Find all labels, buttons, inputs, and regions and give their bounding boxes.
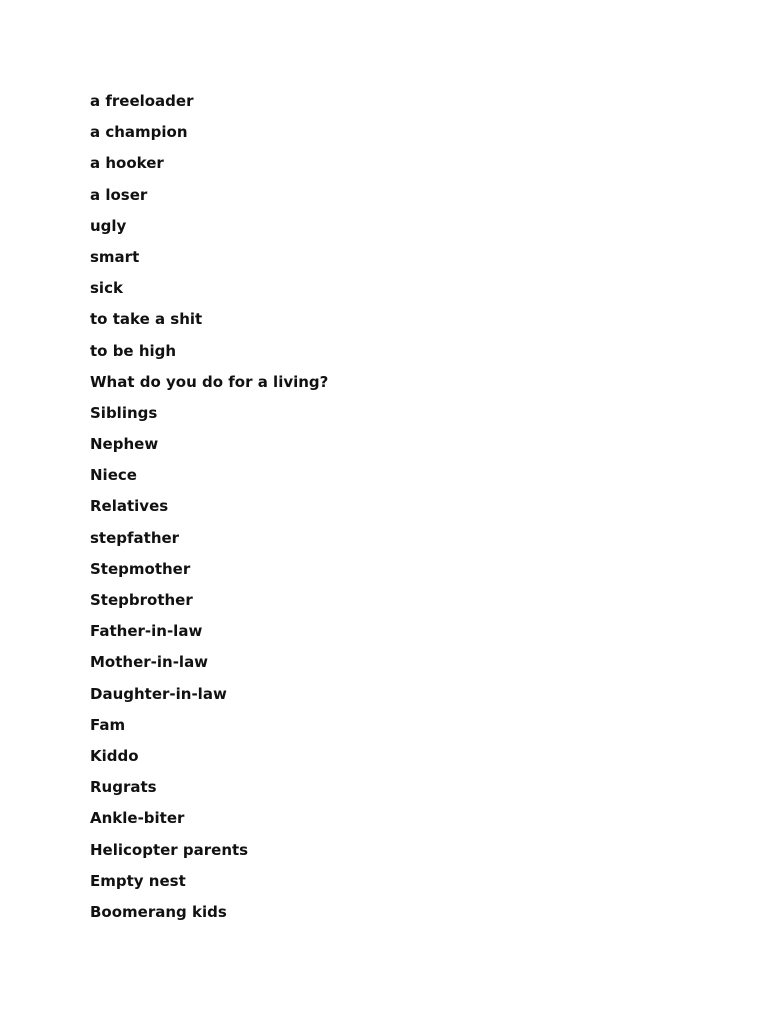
term-item: stepfather (90, 528, 180, 547)
term-item: Helicopter parents (90, 840, 249, 859)
term-item: Nephew (90, 435, 159, 454)
term-item: Fam (90, 715, 126, 734)
term-list (90, 90, 328, 932)
term-item: Siblings (90, 403, 158, 422)
term-item: Rugrats (90, 778, 157, 797)
term-item: Daughter-in-law (90, 684, 227, 703)
term-item: a loser (90, 185, 148, 204)
term-item: What do you do for a living? (90, 372, 329, 391)
term-item: to take a shit (90, 310, 203, 329)
term-item: Relatives (90, 497, 169, 516)
term-item: ugly (90, 216, 127, 235)
term-item: a hooker (90, 154, 164, 173)
term-item: Boomerang kids (90, 902, 227, 921)
term-item: Father-in-law (90, 622, 203, 641)
term-item: Stepmother (90, 559, 191, 578)
term-item: sick (90, 279, 123, 298)
term-item: Ankle-biter (90, 809, 185, 828)
term-item: Kiddo (90, 746, 139, 765)
term-item: to be high (90, 341, 177, 360)
term-item: Mother-in-law (90, 653, 209, 672)
term-item: a freeloader (90, 92, 194, 110)
term-item: smart (90, 247, 140, 266)
term-item: Stepbrother (90, 591, 193, 609)
term-item: Niece (90, 466, 137, 485)
term-item: Empty nest (90, 871, 186, 890)
term-item: a champion (90, 123, 188, 142)
